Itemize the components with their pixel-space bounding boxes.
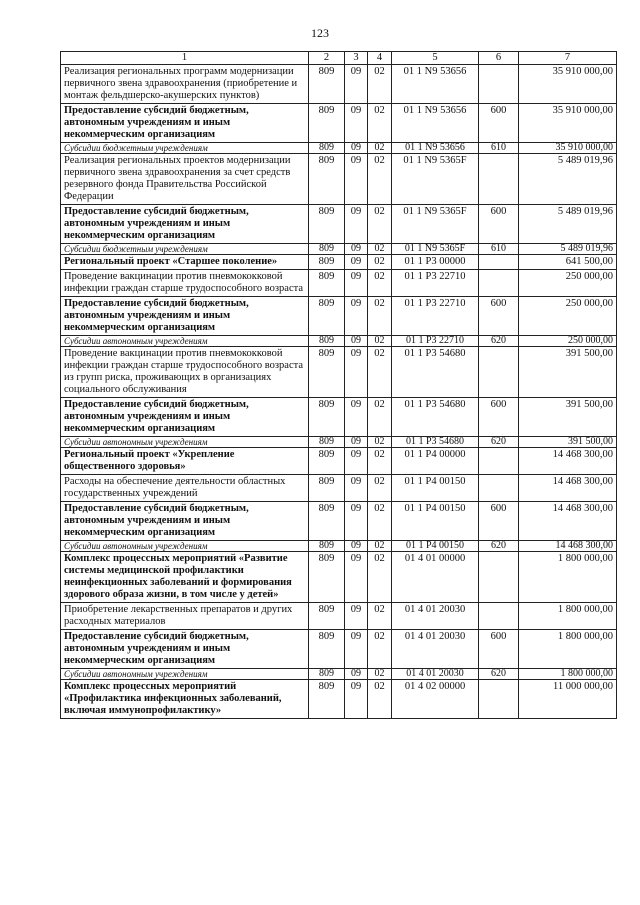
row-name: Субсидии автономным учреждениям <box>61 669 309 680</box>
row-section-code: 09 <box>345 541 368 552</box>
table-row <box>61 630 617 669</box>
row-name: Комплекс процессных мероприятий «Профилактика инфекционных заболеваний, включая иммунопрофилактику» <box>61 680 309 719</box>
row-target-code: 01 4 01 20030 <box>392 669 479 680</box>
column-header: 7 <box>519 52 617 65</box>
row-expense-type-code: 600 <box>479 297 519 336</box>
row-subsection-code: 02 <box>368 630 392 669</box>
row-amount: 11 000 000,00 <box>519 680 617 719</box>
row-target-code: 01 1 P4 00150 <box>392 475 479 502</box>
row-ministry-code: 809 <box>309 205 345 244</box>
row-target-code: 01 1 P3 54680 <box>392 347 479 398</box>
row-ministry-code: 809 <box>309 398 345 437</box>
table-row <box>61 143 617 154</box>
row-expense-type-code: 610 <box>479 244 519 255</box>
row-section-code: 09 <box>345 398 368 437</box>
row-amount: 391 500,00 <box>519 347 617 398</box>
row-ministry-code: 809 <box>309 65 345 104</box>
table-row <box>61 448 617 475</box>
row-subsection-code: 02 <box>368 336 392 347</box>
row-amount: 14 468 300,00 <box>519 541 617 552</box>
row-target-code: 01 1 P3 22710 <box>392 336 479 347</box>
column-number-row <box>61 52 617 65</box>
row-target-code: 01 1 P3 22710 <box>392 297 479 336</box>
row-name: Предоставление субсидий бюджетным, автономным учреждениям и иным некоммерческим организациям <box>61 502 309 541</box>
row-amount: 5 489 019,96 <box>519 205 617 244</box>
row-amount: 391 500,00 <box>519 437 617 448</box>
row-expense-type-code: 600 <box>479 205 519 244</box>
row-section-code: 09 <box>345 552 368 603</box>
row-section-code: 09 <box>345 297 368 336</box>
table-row <box>61 270 617 297</box>
row-name: Субсидии автономным учреждениям <box>61 541 309 552</box>
row-ministry-code: 809 <box>309 437 345 448</box>
row-amount: 641 500,00 <box>519 255 617 270</box>
table-row <box>61 205 617 244</box>
row-subsection-code: 02 <box>368 502 392 541</box>
row-expense-type-code: 600 <box>479 104 519 143</box>
row-subsection-code: 02 <box>368 154 392 205</box>
row-subsection-code: 02 <box>368 205 392 244</box>
budget-table <box>60 51 617 719</box>
row-expense-type-code: 620 <box>479 541 519 552</box>
row-expense-type-code <box>479 603 519 630</box>
row-expense-type-code <box>479 65 519 104</box>
row-subsection-code: 02 <box>368 603 392 630</box>
row-expense-type-code <box>479 475 519 502</box>
row-name: Субсидии бюджетным учреждениям <box>61 244 309 255</box>
row-section-code: 09 <box>345 244 368 255</box>
row-target-code: 01 1 P3 54680 <box>392 437 479 448</box>
row-subsection-code: 02 <box>368 143 392 154</box>
row-section-code: 09 <box>345 502 368 541</box>
column-header: 3 <box>345 52 368 65</box>
row-target-code: 01 1 N9 5365F <box>392 205 479 244</box>
column-header: 2 <box>309 52 345 65</box>
row-ministry-code: 809 <box>309 347 345 398</box>
row-name: Предоставление субсидий бюджетным, автономным учреждениям и иным некоммерческим организациям <box>61 398 309 437</box>
row-section-code: 09 <box>345 255 368 270</box>
row-name: Субсидии бюджетным учреждениям <box>61 143 309 154</box>
row-section-code: 09 <box>345 65 368 104</box>
row-subsection-code: 02 <box>368 398 392 437</box>
row-expense-type-code <box>479 680 519 719</box>
row-subsection-code: 02 <box>368 680 392 719</box>
column-header: 4 <box>368 52 392 65</box>
row-section-code: 09 <box>345 143 368 154</box>
table-row <box>61 347 617 398</box>
row-expense-type-code: 600 <box>479 502 519 541</box>
table-row <box>61 680 617 719</box>
row-target-code: 01 1 P3 22710 <box>392 270 479 297</box>
row-amount: 1 800 000,00 <box>519 552 617 603</box>
row-subsection-code: 02 <box>368 255 392 270</box>
table-row <box>61 502 617 541</box>
row-section-code: 09 <box>345 347 368 398</box>
row-subsection-code: 02 <box>368 104 392 143</box>
row-expense-type-code <box>479 154 519 205</box>
table-row <box>61 104 617 143</box>
row-amount: 35 910 000,00 <box>519 65 617 104</box>
row-ministry-code: 809 <box>309 154 345 205</box>
row-section-code: 09 <box>345 205 368 244</box>
row-name: Предоставление субсидий бюджетным, автономным учреждениям и иным некоммерческим организациям <box>61 104 309 143</box>
row-name: Региональный проект «Старшее поколение» <box>61 255 309 270</box>
row-target-code: 01 4 02 00000 <box>392 680 479 719</box>
row-name: Проведение вакцинации против пневмококковой инфекции граждан старше трудоспособного возраста <box>61 270 309 297</box>
row-name: Региональный проект «Укрепление общественного здоровья» <box>61 448 309 475</box>
table-row <box>61 244 617 255</box>
row-expense-type-code: 620 <box>479 437 519 448</box>
row-amount: 5 489 019,96 <box>519 244 617 255</box>
row-target-code: 01 1 P4 00150 <box>392 502 479 541</box>
row-section-code: 09 <box>345 669 368 680</box>
row-section-code: 09 <box>345 437 368 448</box>
row-subsection-code: 02 <box>368 552 392 603</box>
row-ministry-code: 809 <box>309 244 345 255</box>
row-ministry-code: 809 <box>309 475 345 502</box>
row-ministry-code: 809 <box>309 552 345 603</box>
row-ministry-code: 809 <box>309 270 345 297</box>
row-target-code: 01 1 N9 5365F <box>392 244 479 255</box>
row-ministry-code: 809 <box>309 669 345 680</box>
row-subsection-code: 02 <box>368 541 392 552</box>
row-target-code: 01 1 P4 00150 <box>392 541 479 552</box>
row-ministry-code: 809 <box>309 255 345 270</box>
row-amount: 1 800 000,00 <box>519 669 617 680</box>
page-number: 123 <box>311 26 329 40</box>
table-row <box>61 437 617 448</box>
row-ministry-code: 809 <box>309 448 345 475</box>
row-name: Комплекс процессных мероприятий «Развитие системы медицинской профилактики неинфекционных заболеваний и формирования здорового образа жизни, в том числе у детей» <box>61 552 309 603</box>
row-target-code: 01 1 N9 5365F <box>392 154 479 205</box>
row-ministry-code: 809 <box>309 336 345 347</box>
row-name: Проведение вакцинации против пневмококковой инфекции граждан старше трудоспособного возраста из групп риска, проживающих в организациях социального обслуживания <box>61 347 309 398</box>
row-ministry-code: 809 <box>309 630 345 669</box>
row-section-code: 09 <box>345 680 368 719</box>
row-amount: 14 468 300,00 <box>519 475 617 502</box>
row-subsection-code: 02 <box>368 244 392 255</box>
row-ministry-code: 809 <box>309 502 345 541</box>
row-amount: 250 000,00 <box>519 336 617 347</box>
row-amount: 35 910 000,00 <box>519 143 617 154</box>
table-row <box>61 603 617 630</box>
row-section-code: 09 <box>345 448 368 475</box>
table-row <box>61 552 617 603</box>
row-target-code: 01 1 N9 53656 <box>392 143 479 154</box>
row-amount: 14 468 300,00 <box>519 502 617 541</box>
row-target-code: 01 4 01 20030 <box>392 630 479 669</box>
row-section-code: 09 <box>345 104 368 143</box>
table-row <box>61 255 617 270</box>
row-expense-type-code: 620 <box>479 336 519 347</box>
row-amount: 14 468 300,00 <box>519 448 617 475</box>
row-name: Субсидии автономным учреждениям <box>61 437 309 448</box>
row-section-code: 09 <box>345 603 368 630</box>
row-subsection-code: 02 <box>368 297 392 336</box>
row-target-code: 01 1 N9 53656 <box>392 65 479 104</box>
row-target-code: 01 1 P3 00000 <box>392 255 479 270</box>
row-ministry-code: 809 <box>309 680 345 719</box>
row-expense-type-code <box>479 552 519 603</box>
row-name: Субсидии автономным учреждениям <box>61 336 309 347</box>
row-section-code: 09 <box>345 630 368 669</box>
row-amount: 250 000,00 <box>519 270 617 297</box>
row-ministry-code: 809 <box>309 603 345 630</box>
row-expense-type-code: 600 <box>479 398 519 437</box>
row-expense-type-code: 620 <box>479 669 519 680</box>
row-name: Расходы на обеспечение деятельности областных государственных учреждений <box>61 475 309 502</box>
row-expense-type-code <box>479 270 519 297</box>
row-section-code: 09 <box>345 475 368 502</box>
row-amount: 1 800 000,00 <box>519 603 617 630</box>
row-expense-type-code: 600 <box>479 630 519 669</box>
row-section-code: 09 <box>345 336 368 347</box>
column-header: 5 <box>392 52 479 65</box>
row-subsection-code: 02 <box>368 437 392 448</box>
table-row <box>61 297 617 336</box>
table-row <box>61 669 617 680</box>
row-name: Предоставление субсидий бюджетным, автономным учреждениям и иным некоммерческим организациям <box>61 205 309 244</box>
row-name: Приобретение лекарственных препаратов и других расходных материалов <box>61 603 309 630</box>
row-target-code: 01 4 01 20030 <box>392 603 479 630</box>
row-subsection-code: 02 <box>368 65 392 104</box>
column-header: 1 <box>61 52 309 65</box>
row-name: Реализация региональных программ модернизации первичного звена здравоохранения (приобретение и монтаж фельдшерско-акушерских пунктов) <box>61 65 309 104</box>
row-name: Предоставление субсидий бюджетным, автономным учреждениям и иным некоммерческим организациям <box>61 630 309 669</box>
table-row <box>61 336 617 347</box>
row-ministry-code: 809 <box>309 104 345 143</box>
column-header: 6 <box>479 52 519 65</box>
row-subsection-code: 02 <box>368 270 392 297</box>
row-name: Предоставление субсидий бюджетным, автономным учреждениям и иным некоммерческим организациям <box>61 297 309 336</box>
row-subsection-code: 02 <box>368 475 392 502</box>
table-row <box>61 154 617 205</box>
row-subsection-code: 02 <box>368 347 392 398</box>
row-section-code: 09 <box>345 154 368 205</box>
row-target-code: 01 1 P3 54680 <box>392 398 479 437</box>
row-amount: 1 800 000,00 <box>519 630 617 669</box>
row-expense-type-code <box>479 448 519 475</box>
row-target-code: 01 4 01 00000 <box>392 552 479 603</box>
row-amount: 5 489 019,96 <box>519 154 617 205</box>
row-section-code: 09 <box>345 270 368 297</box>
table-row <box>61 398 617 437</box>
row-ministry-code: 809 <box>309 297 345 336</box>
table-row <box>61 541 617 552</box>
row-subsection-code: 02 <box>368 448 392 475</box>
row-target-code: 01 1 N9 53656 <box>392 104 479 143</box>
row-ministry-code: 809 <box>309 541 345 552</box>
row-target-code: 01 1 P4 00000 <box>392 448 479 475</box>
row-name: Реализация региональных проектов модернизации первичного звена здравоохранения за счет средств резервного фонда Правительства Российской Федерации <box>61 154 309 205</box>
row-amount: 391 500,00 <box>519 398 617 437</box>
table-row <box>61 475 617 502</box>
table-row <box>61 65 617 104</box>
row-amount: 35 910 000,00 <box>519 104 617 143</box>
row-amount: 250 000,00 <box>519 297 617 336</box>
row-expense-type-code <box>479 255 519 270</box>
row-subsection-code: 02 <box>368 669 392 680</box>
row-expense-type-code: 610 <box>479 143 519 154</box>
row-ministry-code: 809 <box>309 143 345 154</box>
row-expense-type-code <box>479 347 519 398</box>
